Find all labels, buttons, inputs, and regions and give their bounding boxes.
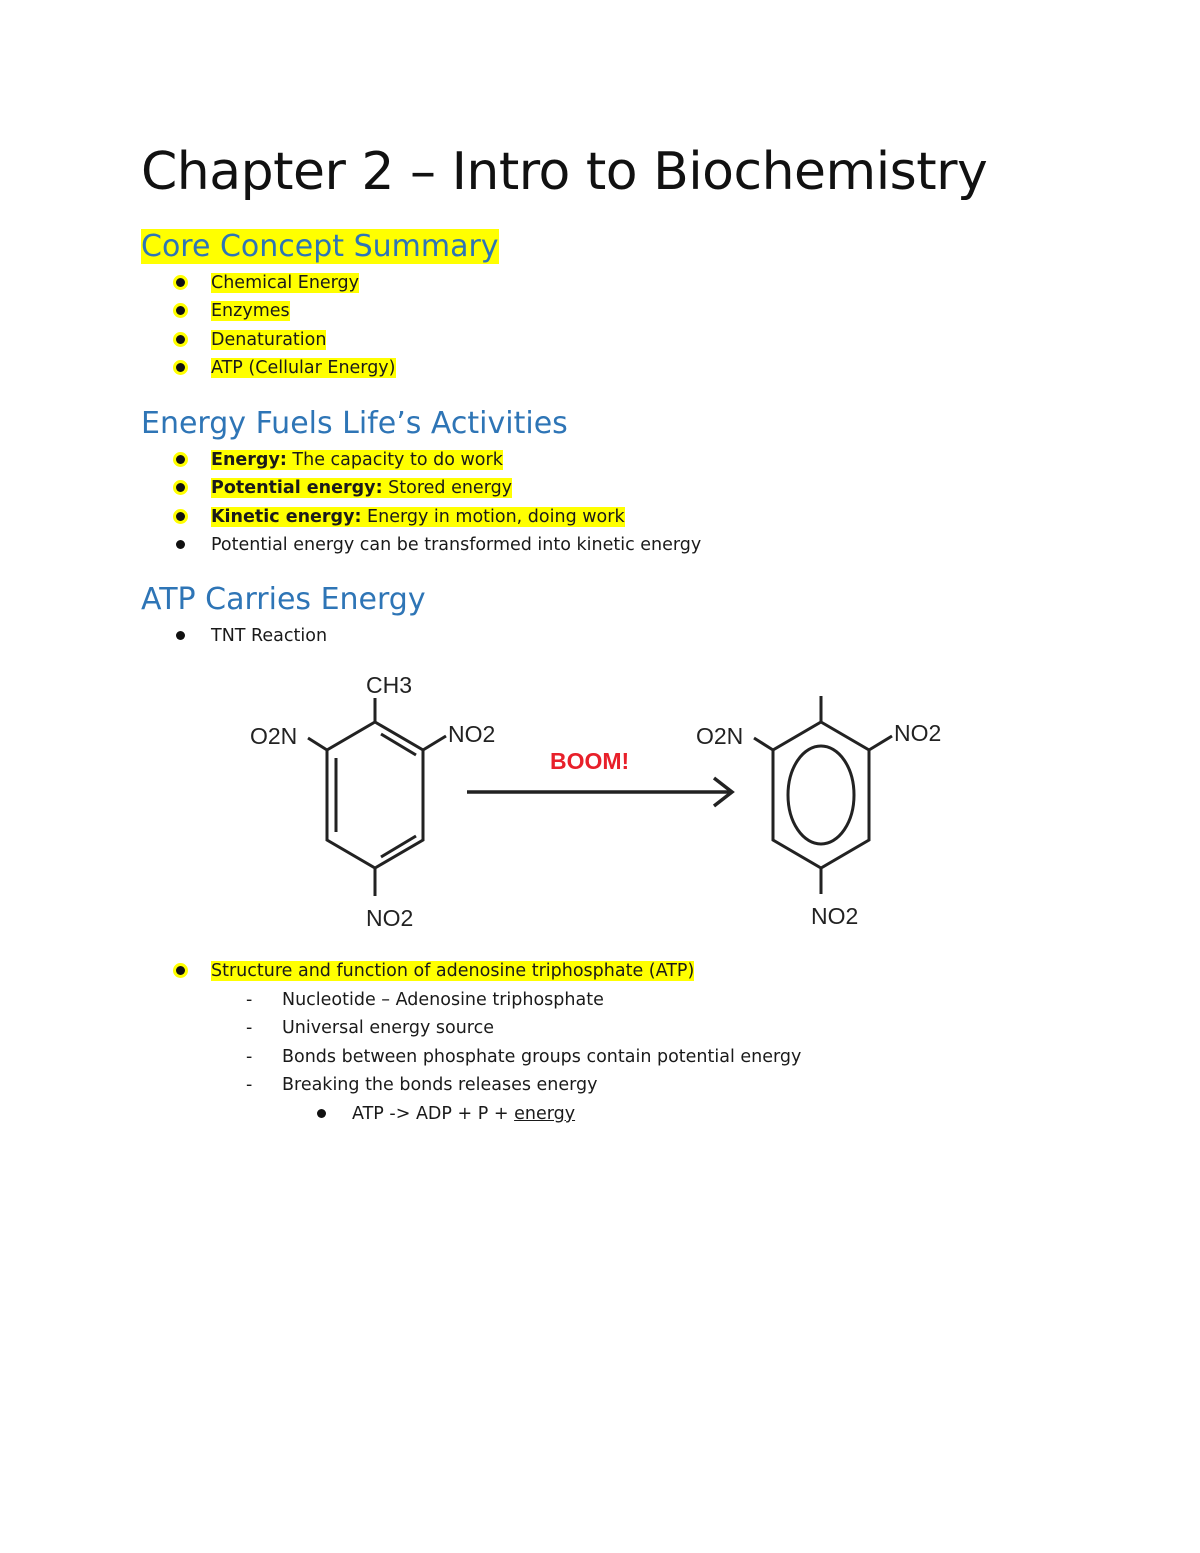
atp-list-top (0, 622, 327, 650)
list-item: Chemical Energy (0, 269, 396, 297)
bullet-icon (176, 335, 185, 344)
bullet-icon (176, 631, 185, 640)
label-o2n-right: O2N (696, 723, 744, 749)
bullet-icon (176, 540, 185, 549)
benzene-ring-left (327, 722, 423, 868)
heading-energy-fuels: Energy Fuels Life’s Activities (141, 406, 568, 441)
atp-equation-list (0, 1100, 575, 1128)
list-item: ATP -> ADP + P + energy (0, 1100, 575, 1128)
bond-line (423, 736, 446, 750)
tnt-molecule-left (308, 698, 446, 896)
list-item: Denaturation (0, 326, 396, 354)
label-o2n-left: O2N (250, 723, 298, 749)
bullet-icon (176, 306, 185, 315)
list-item: Enzymes (0, 297, 396, 325)
atp-sub-list (0, 986, 801, 1099)
tnt-molecule-right (754, 696, 892, 894)
list-item: Energy: The capacity to do work (0, 446, 701, 474)
list-item: Potential energy can be transformed into kinetic energy (0, 531, 701, 559)
aromatic-circle (788, 746, 854, 844)
list-item: Potential energy: Stored energy (0, 474, 701, 502)
label-ch3: CH3 (366, 672, 413, 698)
bullet-icon (176, 483, 185, 492)
list-item: TNT Reaction (0, 622, 327, 650)
list-item: - Universal energy source (246, 1018, 494, 1039)
label-no2-right-right: NO2 (894, 720, 942, 746)
heading-core-concept: Core Concept Summary (141, 229, 499, 264)
bond-line (754, 738, 773, 750)
bullet-icon (176, 363, 185, 372)
bond-line (308, 738, 327, 750)
page-title: Chapter 2 – Intro to Biochemistry (141, 142, 988, 202)
label-no2-left-bottom: NO2 (366, 905, 414, 931)
bullet-icon (176, 966, 185, 975)
heading-atp-carries: ATP Carries Energy (141, 582, 426, 617)
bullet-icon (176, 512, 185, 521)
energy-list (0, 446, 701, 559)
label-no2-left-right: NO2 (448, 721, 496, 747)
list-item: - Nucleotide – Adenosine triphosphate (246, 990, 604, 1010)
list-item: Kinetic energy: Energy in motion, doing work (0, 503, 701, 531)
bullet-icon (176, 455, 185, 464)
list-item: ATP (Cellular Energy) (0, 354, 396, 382)
bullet-icon (176, 278, 185, 287)
label-boom: BOOM! (550, 748, 630, 774)
list-item: - Bonds between phosphate groups contain potential energy (246, 1046, 802, 1067)
list-item: - Breaking the bonds releases energy (246, 1074, 598, 1095)
bullet-icon (317, 1109, 326, 1118)
atp-list-structure (0, 957, 694, 985)
bond-line (869, 736, 892, 750)
core-concept-list (0, 269, 396, 382)
list-item: Structure and function of adenosine triphosphate (ATP) (0, 957, 694, 985)
label-no2-right-bottom: NO2 (811, 903, 859, 929)
tnt-reaction-diagram (240, 660, 960, 940)
